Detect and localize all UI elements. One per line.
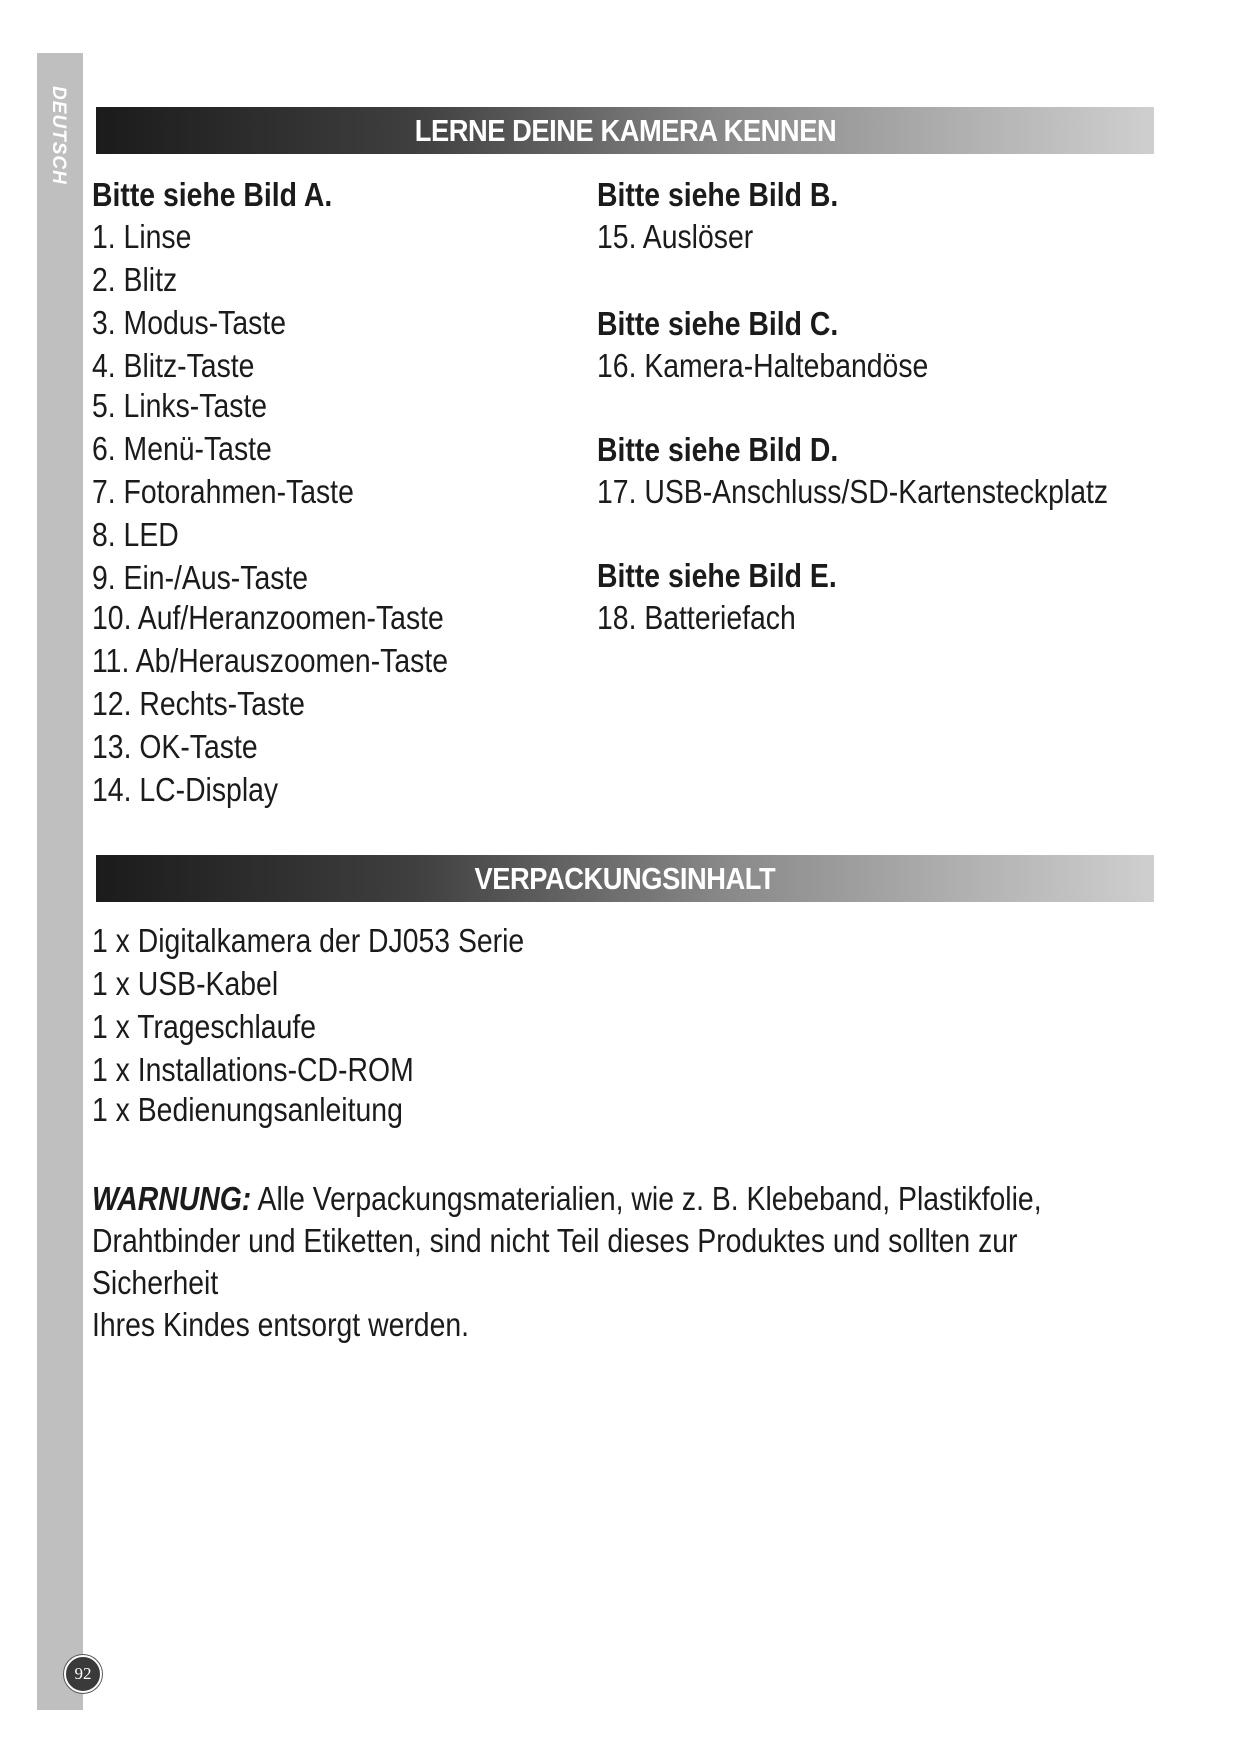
list-item: 14. LC-Display: [92, 771, 279, 808]
list-item: 7. Fotorahmen-Taste: [92, 473, 354, 510]
list-item: 1 x Installations-CD-ROM: [92, 1051, 414, 1088]
list-item: 1 x Digitalkamera der DJ053 Serie: [92, 922, 525, 959]
warning-line-2: Drahtbinder und Etiketten, sind nicht Teil dieses Produktes und sollten zur Sicherheit: [92, 1222, 1018, 1301]
list-item: 1. Linse: [92, 218, 192, 255]
language-label: DEUTSCH: [48, 86, 69, 185]
section-title-verpackung: VERPACKUNGSINHALT: [96, 855, 1154, 902]
group-heading-c: Bitte siehe Bild C.: [597, 305, 839, 342]
list-item: 6. Menü-Taste: [92, 430, 272, 467]
list-item: 12. Rechts-Taste: [92, 685, 305, 722]
warning-paragraph: [92, 1178, 1150, 1346]
group-heading-a: Bitte siehe Bild A.: [92, 176, 333, 213]
warning-label: WARNUNG:: [92, 1180, 252, 1217]
list-item: 15. Auslöser: [597, 218, 754, 255]
section-title-kamera: LERNE DEINE KAMERA KENNEN: [96, 107, 1154, 154]
list-item: 17. USB-Anschluss/SD-Kartensteckplatz: [597, 473, 1109, 510]
list-item: 13. OK-Taste: [92, 728, 258, 765]
list-item: 2. Blitz: [92, 261, 178, 298]
list-item: 4. Blitz-Taste: [92, 347, 255, 384]
warning-line-1: Alle Verpackungsmaterialien, wie z. B. Klebeband, Plastikfolie,: [251, 1180, 1042, 1217]
list-item: 3. Modus-Taste: [92, 304, 287, 341]
list-item: 8. LED: [92, 516, 179, 553]
group-heading-e: Bitte siehe Bild E.: [597, 557, 837, 594]
list-item: 1 x Bedienungsanleitung: [92, 1091, 403, 1128]
page-number: 92: [64, 1655, 102, 1693]
list-item: 16. Kamera-Haltebandöse: [597, 347, 929, 384]
warning-line-3: Ihres Kindes entsorgt werden.: [92, 1306, 470, 1343]
list-item: 5. Links-Taste: [92, 387, 268, 424]
list-item: 9. Ein-/Aus-Taste: [92, 559, 309, 596]
group-heading-d: Bitte siehe Bild D.: [597, 431, 839, 468]
list-item: 11. Ab/Herauszoomen-Taste: [92, 642, 448, 679]
list-item: 1 x Trageschlaufe: [92, 1008, 317, 1045]
list-item: 1 x USB-Kabel: [92, 965, 279, 1002]
group-heading-b: Bitte siehe Bild B.: [597, 176, 839, 213]
list-item: 18. Batteriefach: [597, 599, 796, 636]
side-bar: [37, 53, 83, 1710]
list-item: 10. Auf/Heranzoomen-Taste: [92, 599, 444, 636]
